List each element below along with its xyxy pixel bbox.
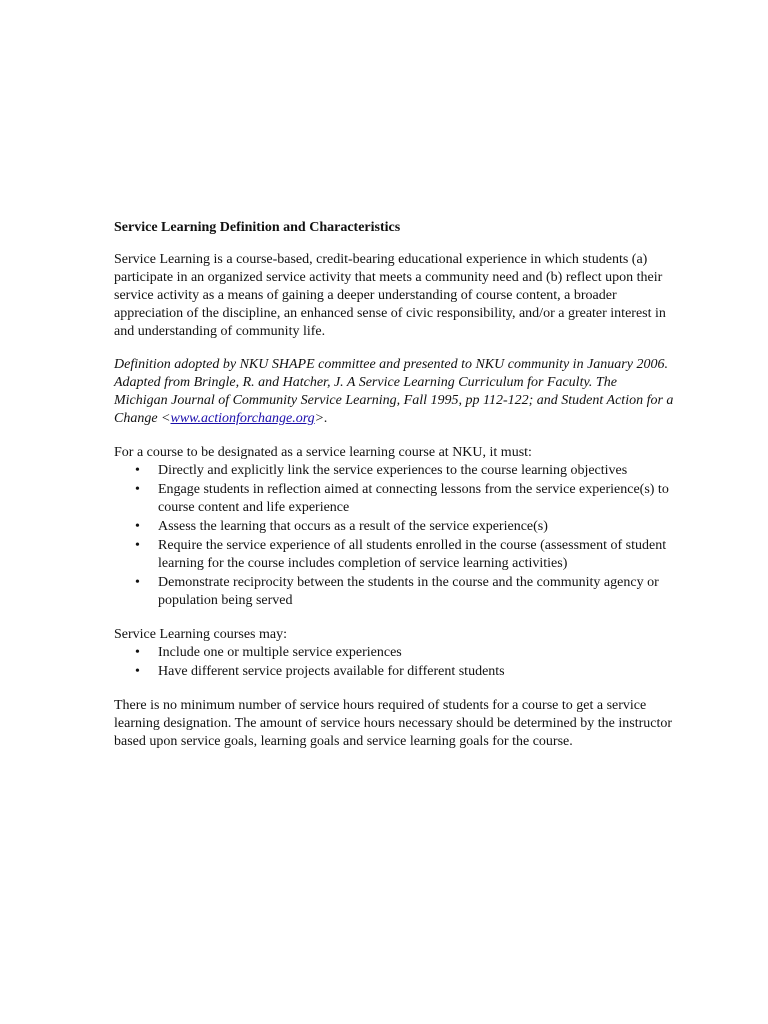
list-item [135,537,674,573]
document-title: Service Learning Definition and Characteristics [114,220,401,235]
bullet-icon: • [135,463,140,478]
definition-paragraph: Service Learning is a course-based, credit-bearing educational experience in which students (a) participate in an organized service activity that meets a community need and (b) reflect upon their service activity as a means of gaining a deeper understanding of course content, a broader appreciation of the discipline, an enhanced sense of civic responsibility, and/or a greater interest in and understanding of community life. [114,252,666,339]
citation-text-end: >. [314,411,328,426]
action-for-change-link[interactable]: www.actionforchange.org [170,411,315,426]
service-hours-paragraph: There is no minimum number of service hours required of students for a course to get a service learning designation. The amount of service hours necessary should be determined by the instructor based upon service goals, learning goals and service learning goals for the course. [114,698,673,749]
list-item [135,663,674,681]
requirements-list [114,462,674,610]
list-item-text: Demonstrate reciprocity between the students in the course and the community agency or population being served [158,575,659,608]
bullet-icon: • [135,519,140,534]
list-item [135,574,674,610]
list-item [135,462,674,480]
list-item-text: Require the service experience of all students enrolled in the course (assessment of student learning for the course includes completion of service learning activities) [158,538,667,571]
requirements-lead: For a course to be designated as a service learning course at NKU, it must: [114,445,532,460]
list-item-text: Engage students in reflection aimed at connecting lessons from the service experience(s) to course content and life experience [158,482,669,515]
list-item-text: Have different service projects available for different students [158,664,505,679]
list-item [135,481,674,517]
list-item [135,644,674,662]
bullet-icon: • [135,575,140,590]
list-item [135,518,674,536]
citation-paragraph [114,356,674,428]
bullet-icon: • [135,482,140,497]
citation-text: Definition adopted by NKU SHAPE committee and presented to NKU community in January 2006. Adapted from Bringle, R. and Hatcher, J. A Service Learning Curriculum for Faculty. The Michigan Journal of Community Service Learning, Fall 1995, pp 112-122; and Student Action for a Change < [114,357,674,426]
list-item-text: Directly and explicitly link the service experiences to the course learning objectives [158,463,628,478]
bullet-icon: • [135,538,140,553]
options-list [114,644,674,681]
options-lead: Service Learning courses may: [114,627,287,642]
list-item-text: Include one or multiple service experiences [158,645,402,660]
list-item-text: Assess the learning that occurs as a result of the service experience(s) [158,519,548,534]
bullet-icon: • [135,664,140,679]
document-page [114,219,674,751]
bullet-icon: • [135,645,140,660]
